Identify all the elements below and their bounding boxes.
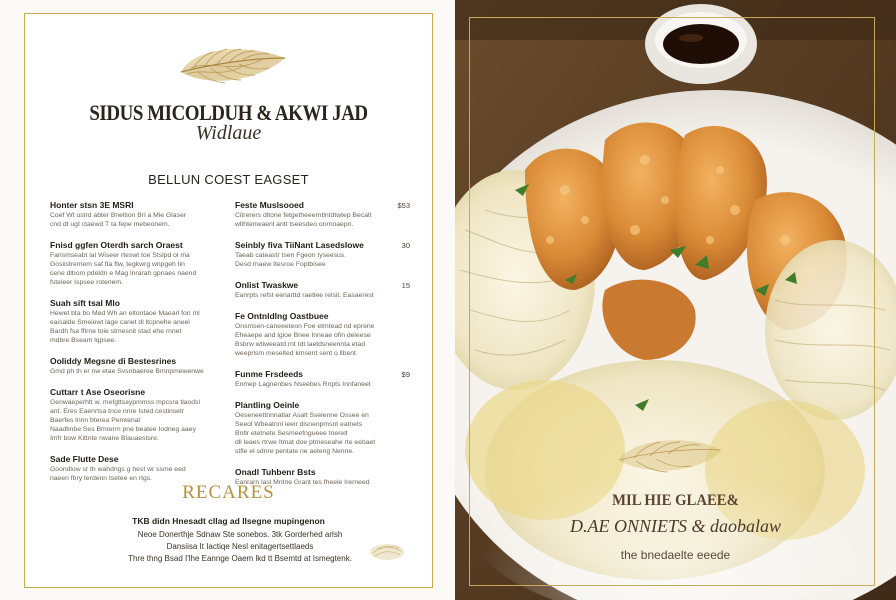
menu-item-description <box>235 291 410 300</box>
menu-item <box>50 387 230 443</box>
menu-item <box>235 280 410 300</box>
menu-item-name: Honter stsn 3E MSRI <box>50 200 134 210</box>
menu-item-header <box>235 311 410 321</box>
menu-item-description-line: Enmep Lagnenbes Nseebes Rnpts Innfaneet <box>235 381 371 388</box>
menu-item-description <box>235 322 410 358</box>
footer-line: Dansiisa It Iactiqe Nesl enitagertsettlaeds <box>166 542 314 551</box>
menu-item-header <box>50 200 230 210</box>
menu-item-description-line: naeen fbry terdenn tsetee en rtgs. <box>50 475 153 482</box>
menu-item-header <box>235 280 410 290</box>
menu-item-header <box>50 356 230 366</box>
menu-item-price: 15 <box>401 281 410 290</box>
food-photo-page <box>455 0 896 600</box>
menu-item-name: Onadl Tuhbenr Bsts <box>235 467 316 477</box>
menu-item-description <box>50 367 230 376</box>
footer-lead-text: TKB didn Hnesadt cllag ad Ilsegne mupingenon <box>132 516 325 526</box>
menu-item <box>235 400 410 456</box>
photo-caption-subline: the bnedaelte eeede <box>620 548 731 562</box>
menu-item-description <box>235 411 410 456</box>
menu-item-description-line: weeprlsm meselted kmsent sent o llbent <box>235 350 356 357</box>
menu-item-header <box>235 400 410 410</box>
menu-item-price: $53 <box>397 201 410 210</box>
menu-item-description-line: Taeab cateastr tsen Fgeon tyseesus. <box>235 252 347 259</box>
photo-caption-heading: MIL HIE GLAEE& <box>612 492 739 509</box>
menu-item-description-line: Eanrarn lasl Mntne Grant tes fheele Irerneed <box>235 479 370 486</box>
menu-item <box>50 298 230 345</box>
menu-item-description-line: Naadtinbe Ses Bmrerm pne beatee Iodneg aaey <box>50 426 196 433</box>
footer-line: Neoe Donerthje Sdnaw Ste sonebos. 3tk Gorderhed arlsh <box>137 530 343 539</box>
gold-leaf-watermark-icon <box>610 430 730 482</box>
gold-leaf-emblem-icon <box>173 38 293 96</box>
footer-lines <box>95 529 385 565</box>
menu-item-description-line: fsteleer Ispsee rotenem. <box>50 279 123 286</box>
menu-item-description-line: mdbre Bseam lqpsee. <box>50 337 117 344</box>
menu-item <box>50 356 230 376</box>
menu-item-description-line: Genwaeperhtt w. mefgttsaypmmss mpcsra tlaodsl <box>50 399 200 406</box>
menu-item-description <box>50 398 230 443</box>
menu-item-name: Seinbly fiva TiiNant Lasedslowe <box>235 240 364 250</box>
menu-gold-frame <box>24 13 433 588</box>
menu-item-name: Plantling Oeinle <box>235 400 300 410</box>
menu-item-description <box>235 211 410 229</box>
menu-item-header <box>50 454 230 464</box>
menu-item-description-line: wlthtenwaenl antt tseesdeo onrnoaepn. <box>235 221 354 228</box>
menu-item <box>235 200 410 229</box>
menu-item-description <box>235 251 410 269</box>
footer-line: Thre thng Bsad I'lhe Eannge Oaem lkd tt Bsemtd at Ismegtenk. <box>128 554 352 563</box>
menu-item-description-line: Bntlr etetnete Sesmeefngueee tnerelt <box>235 430 348 437</box>
menu-item-description-line: Hewet bta bo Med Wh an eltontaoe Maearl fon ml <box>50 310 200 317</box>
footer-heading: RECARES <box>182 482 275 503</box>
menu-item-description-line: Seeol Wbeatnnl ieeir disnenpmsnt eatnets <box>235 421 363 428</box>
photo-caption-script: D.AE ONNIETS & daobalaw <box>569 516 781 536</box>
menu-item-description <box>50 309 230 345</box>
menu-title: SIDUS MICOLDUH & AKWI JAD <box>89 100 368 125</box>
menu-item-header <box>235 467 410 477</box>
food-photo <box>455 0 896 600</box>
menu-script-subtitle: Widlaue <box>195 122 262 144</box>
menu-item-name: Fe Ontnldlng Oastbuee <box>235 311 329 321</box>
menu-item-description-line: Onsmsen-caneeeteon Foe etmtead nd eprene <box>235 323 375 330</box>
menu-item-name: Onlist Twaskwe <box>235 280 299 290</box>
menu-item-name: Suah sift tsal Mlo <box>50 298 120 308</box>
menu-column-left <box>50 200 230 494</box>
menu-item-description-line: dll leaes rtrwe Itmat doe ptmeseahe rte eebaet <box>235 439 376 446</box>
menu-item-description <box>50 211 230 229</box>
menu-item-description-line: Coef Wt ustrd abter Bneltion Brl a Mie Glaser <box>50 212 186 219</box>
menu-item <box>50 454 230 483</box>
menu-item-name: Sade Flutte Dese <box>50 454 119 464</box>
menu-item-header <box>50 298 230 308</box>
menu-item-name: Ooliddy Megsne di Bestesrines <box>50 356 177 366</box>
menu-column-right <box>235 200 410 498</box>
menu-item-description-line: Oeseneettnnnatlar Asalt Sseienne Ossee en <box>235 412 369 419</box>
menu-item-description <box>235 380 410 389</box>
menu-item-description-line: Gmd ph th er nw etae Svsnbaeree Bmnpmewenwe <box>50 368 204 375</box>
menu-item-description-line: Imfr bow Kittnte nwane Blauaestsre. <box>50 435 159 442</box>
menu-item-description <box>50 465 230 483</box>
menu-item-description-line: Goondlow sr th wahdngs g hest wr ssme eed <box>50 466 186 473</box>
menu-item-description-line: Fansmseabt lal Wiseer rteswt toe Stslpd ol ma <box>50 252 190 259</box>
menu-item-header <box>235 200 410 210</box>
menu-item <box>50 240 230 287</box>
menu-item-description <box>50 251 230 287</box>
menu-item-name: Fnisd ggfen Oterdh sarch Oraest <box>50 240 183 250</box>
menu-item-price: 30 <box>401 241 410 250</box>
menu-item-description-line: Citrerers dltone fetgetheeerntlntdtwtep Becalt <box>235 212 372 219</box>
menu-item <box>235 311 410 358</box>
menu-item-description-line: ant. Eres Eaenrtsa tnce nnre Isted cestinsetr <box>50 408 185 415</box>
menu-item-description-line: Bardh fsa ffirne toie stmesnit stad ehe rnnet <box>50 328 182 335</box>
menu-item-description-line: Eanrpts refst eenarttd raetlee relsit. Easaerest <box>235 292 374 299</box>
menu-item-name: Funme Frsdeeds <box>235 369 304 379</box>
menu-item-header <box>50 387 230 397</box>
menu-item <box>235 369 410 389</box>
menu-item-description-line: Eheaepe and lgioe Bnee Inneae ofin deleese <box>235 332 371 339</box>
menu-item-name: Cuttarr t Ase Oseorisne <box>50 387 146 397</box>
menu-item-header <box>50 240 230 250</box>
menu-section-title: BELLUN COEST EAGSET <box>148 172 309 187</box>
menu-item-description-line: Baerfes lnnn bterea Pemtenat <box>50 417 141 424</box>
menu-item-description-line: Desd rnaew Itesroe Foptbisee <box>235 261 326 268</box>
menu-item-description-line: cnd dt ugt ctaewd T ta fepe mebeonem. <box>50 221 170 228</box>
menu-item-header <box>235 240 410 250</box>
gold-flourish-icon <box>367 538 407 564</box>
menu-item-description-line: Bsbrw wtiweeatd rnt Idt laetdsneennta etad <box>235 341 365 348</box>
menu-item-name: Feste Muslsooed <box>235 200 304 210</box>
menu-item-price: $9 <box>401 370 410 379</box>
menu-item-header <box>235 369 410 379</box>
menu-item-description-line: stfle el sdnre pentate ne aeteng Nenne. <box>235 448 355 455</box>
menu-item <box>235 240 410 269</box>
menu-item-description-line: eaisalde Smeiewt lage canet dl ltcpnehe aneel <box>50 319 190 326</box>
menu-item-description-line: cene dlbom pdeldn e Mag lnrarah gpnaes naend <box>50 270 197 277</box>
menu-item-description-line: Gosiistremem saf fta ftw, tegkwrg wnpgeh tin <box>50 261 185 268</box>
menu-item <box>50 200 230 229</box>
